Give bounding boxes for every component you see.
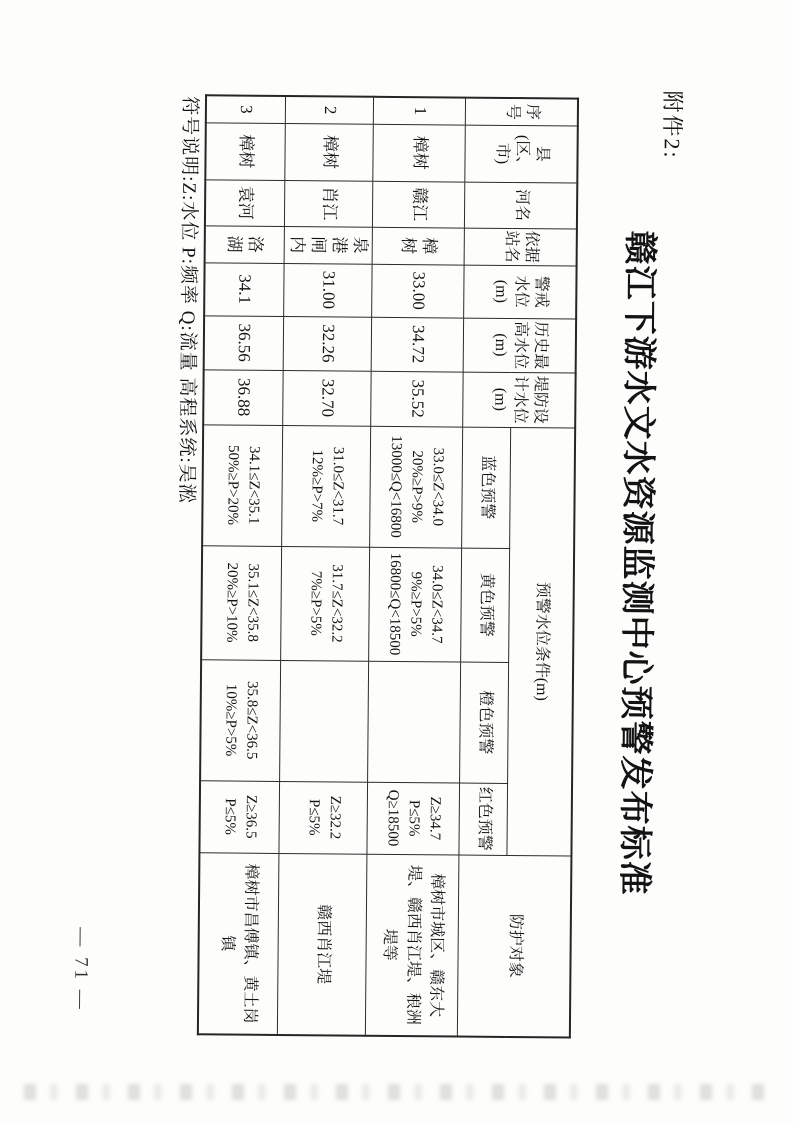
page-number: — 71 — [70,927,92,1012]
cell-warning-level: 31.00 [284,263,372,317]
cell-historical-max: 32.26 [284,316,372,371]
cell-station: 洛湖 [205,225,285,263]
condition-line: 31.0≤Z<31.7 [329,446,346,526]
attachment-label: 附件2: [659,90,686,160]
condition-line: Z≥34.7 [427,796,444,841]
header-orange-warning: 橙色预警 [460,662,509,783]
header-yellow-warning: 黄色预警 [461,548,510,662]
header-warning-group: 预警水位条件(m) [507,427,575,856]
condition-line: 31.7≤Z<32.2 [328,564,345,643]
cell-warning-level: 34.1 [204,262,284,316]
cell-yellow-condition [281,546,370,661]
cell-seq: 1 [374,97,466,125]
cell-yellow-condition [201,545,282,660]
header-station: 依据 站名 [465,228,577,266]
cell-protection: 樟树市城区、赣东大堤、赣西肖江堤、稂洲堤等 [366,854,460,1037]
condition-line: Z≥36.5 [242,794,260,839]
cell-station: 泉港闸内 [285,226,373,264]
cell-seq: 2 [286,96,374,124]
condition-line: 35.1≤Z<35.8 [244,563,262,642]
cell-blue-condition [202,424,283,546]
condition-line: 34.0≤Z<34.7 [428,565,446,644]
page-title: 赣江下游水文水资源监测中心预警发布标准 [615,230,658,896]
header-historical-max: 历史最 高水位 (m) [464,318,576,373]
condition-line: 9%≥P>5% [407,571,425,637]
cell-protection: 樟树市昌傅镇、黄土岗镇 [198,852,280,1035]
cell-red-condition [199,780,280,853]
cell-design-level: 36.88 [203,369,283,425]
header-seq: 序号 [466,98,578,126]
cell-orange-condition [280,660,369,782]
condition-line: 20%≥P>9% [408,450,426,524]
cell-seq: 3 [206,95,286,123]
header-river: 河名 [465,182,577,229]
condition-line: P≤5% [221,798,239,835]
condition-line: 7%≥P>5% [307,570,324,636]
table-row [198,95,286,1035]
header-design-level: 堤防设 计水位 (m) [463,372,575,428]
table-row [278,96,374,1036]
cell-orange-condition [368,661,461,783]
legend-note: 符号说明:Z:水位 P:频率 Q:流量 高程系统:吴淞 [175,96,201,504]
cell-river: 肖江 [285,180,373,227]
cell-blue-condition [282,425,371,547]
cell-warning-level: 33.00 [372,264,464,318]
cell-river: 赣江 [373,181,465,228]
cell-river: 袁河 [205,179,285,226]
condition-line: P≤5% [305,798,322,836]
cell-blue-condition [370,426,463,548]
cell-historical-max: 36.56 [204,315,284,370]
scan-artifact-smudge [24,1084,774,1100]
condition-line: Z≥32.2 [326,795,343,840]
cell-station: 樟树 [373,227,465,265]
header-warning-level: 警戒 水位 (m) [464,265,576,319]
header-blue-warning: 蓝色预警 [462,427,511,548]
condition-line: 16800≤Q<18500 [386,552,404,656]
cell-yellow-condition [369,547,462,662]
header-county: 县(区、 市) [465,125,577,183]
cell-orange-condition [200,659,281,781]
header-protection: 防护对象 [458,855,572,1038]
cell-design-level: 32.70 [283,370,371,426]
warning-standards-table [197,94,579,1038]
cell-design-level: 35.52 [371,371,463,427]
condition-line: P≤5% [406,799,423,837]
cell-county: 樟树 [373,124,465,182]
condition-line: 20%≥P>10% [223,562,241,643]
condition-line: 34.1≤Z<35.1 [245,445,263,525]
header-red-warning: 红色预警 [459,783,508,855]
cell-protection: 赣西肖江堤 [278,853,368,1036]
condition-line: 33.0≤Z<34.0 [429,447,447,527]
cell-county: 樟树 [205,122,285,180]
condition-line: 35.8≤Z<36.5 [243,680,261,760]
condition-line: Q≥18500 [385,789,402,847]
cell-red-condition [367,782,460,855]
cell-historical-max: 34.72 [372,317,464,372]
cell-red-condition [279,781,368,854]
cell-county: 樟树 [285,123,373,181]
condition-line: 13000≤Q<16800 [387,435,405,538]
condition-line: 12%≥P>7% [308,449,325,523]
condition-line: 50%≥P>20% [224,444,242,526]
condition-line: 10%≥P>5% [222,683,240,757]
table-row [366,97,466,1037]
